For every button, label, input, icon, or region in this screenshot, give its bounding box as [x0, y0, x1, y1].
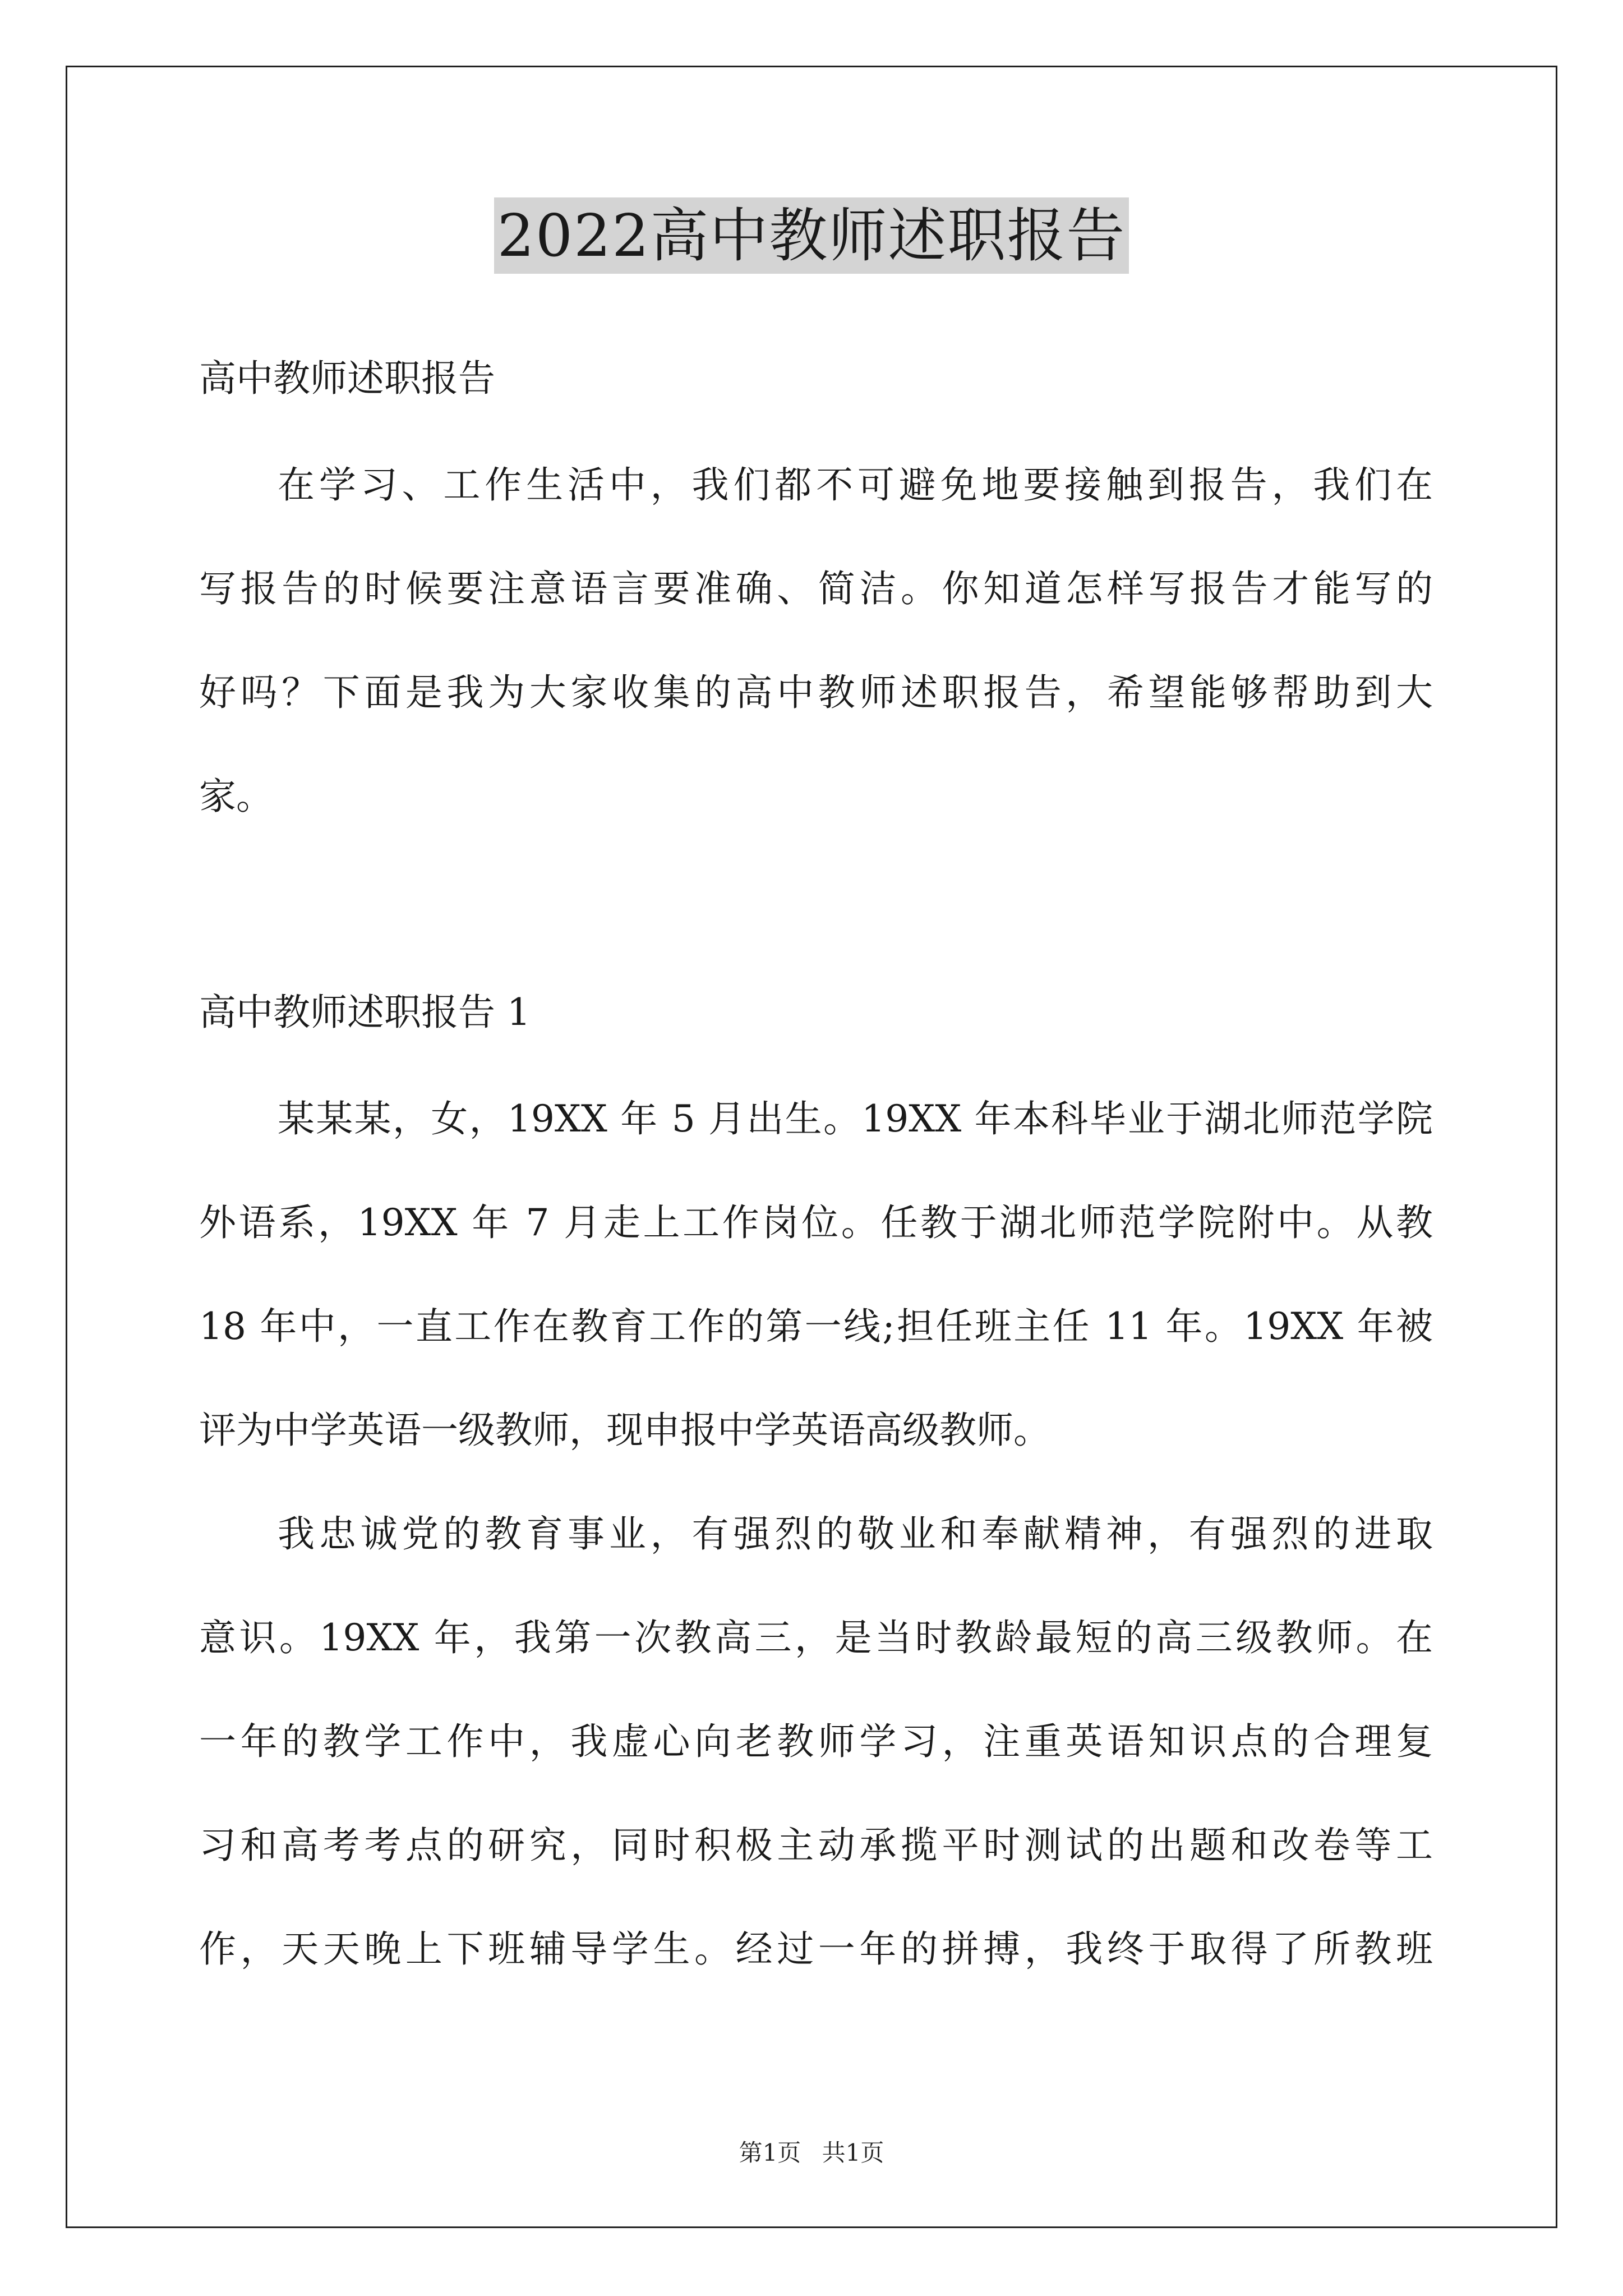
paragraph-line: 习和高考考点的研究，同时积极主动承揽平时测试的出题和改卷等工: [199, 1824, 1433, 1867]
document-title: 2022高中教师述职报告: [494, 197, 1129, 274]
page-footer: [0, 2136, 1623, 2170]
page-number: 第1页: [739, 2139, 801, 2166]
paragraph-line: 某某某，女，19XX 年 5 月出生。19XX 年本科毕业于湖北师范学院: [278, 1097, 1433, 1140]
paragraph-line: 评为中学英语一级教师，现申报中学英语高级教师。: [199, 1409, 1050, 1452]
paragraph-line: 一年的教学工作中，我虚心向老教师学习，注重英语知识点的合理复: [199, 1720, 1433, 1763]
paragraph-line: 18 年中，一直工作在教育工作的第一线;担任班主任 11 年。19XX 年被: [199, 1305, 1433, 1348]
paragraph-line: 写报告的时候要注意语言要准确、简洁。你知道怎样写报告才能写的: [199, 567, 1433, 610]
paragraph-line: 意识。19XX 年，我第一次教高三，是当时教龄最短的高三级教师。在: [199, 1616, 1433, 1659]
paragraph-line: 家。: [199, 775, 273, 818]
paragraph-line: 好吗？下面是我为大家收集的高中教师述职报告，希望能够帮助到大: [199, 671, 1433, 714]
paragraph-line: 作，天天晚上下班辅导学生。经过一年的拼搏，我终于取得了所教班: [199, 1927, 1433, 1971]
section-heading: 高中教师述职报告 1: [199, 991, 531, 1034]
section-heading: 高中教师述职报告: [199, 357, 495, 400]
page-total: 共1页: [822, 2139, 884, 2166]
title-container: [0, 197, 1623, 274]
paragraph-line: 我忠诚党的教育事业，有强烈的敬业和奉献精神，有强烈的进取: [278, 1512, 1433, 1556]
paragraph-line: 在学习、工作生活中，我们都不可避免地要接触到报告，我们在: [278, 463, 1433, 507]
paragraph-line: 外语系，19XX 年 7 月走上工作岗位。任教于湖北师范学院附中。从教: [199, 1201, 1433, 1244]
